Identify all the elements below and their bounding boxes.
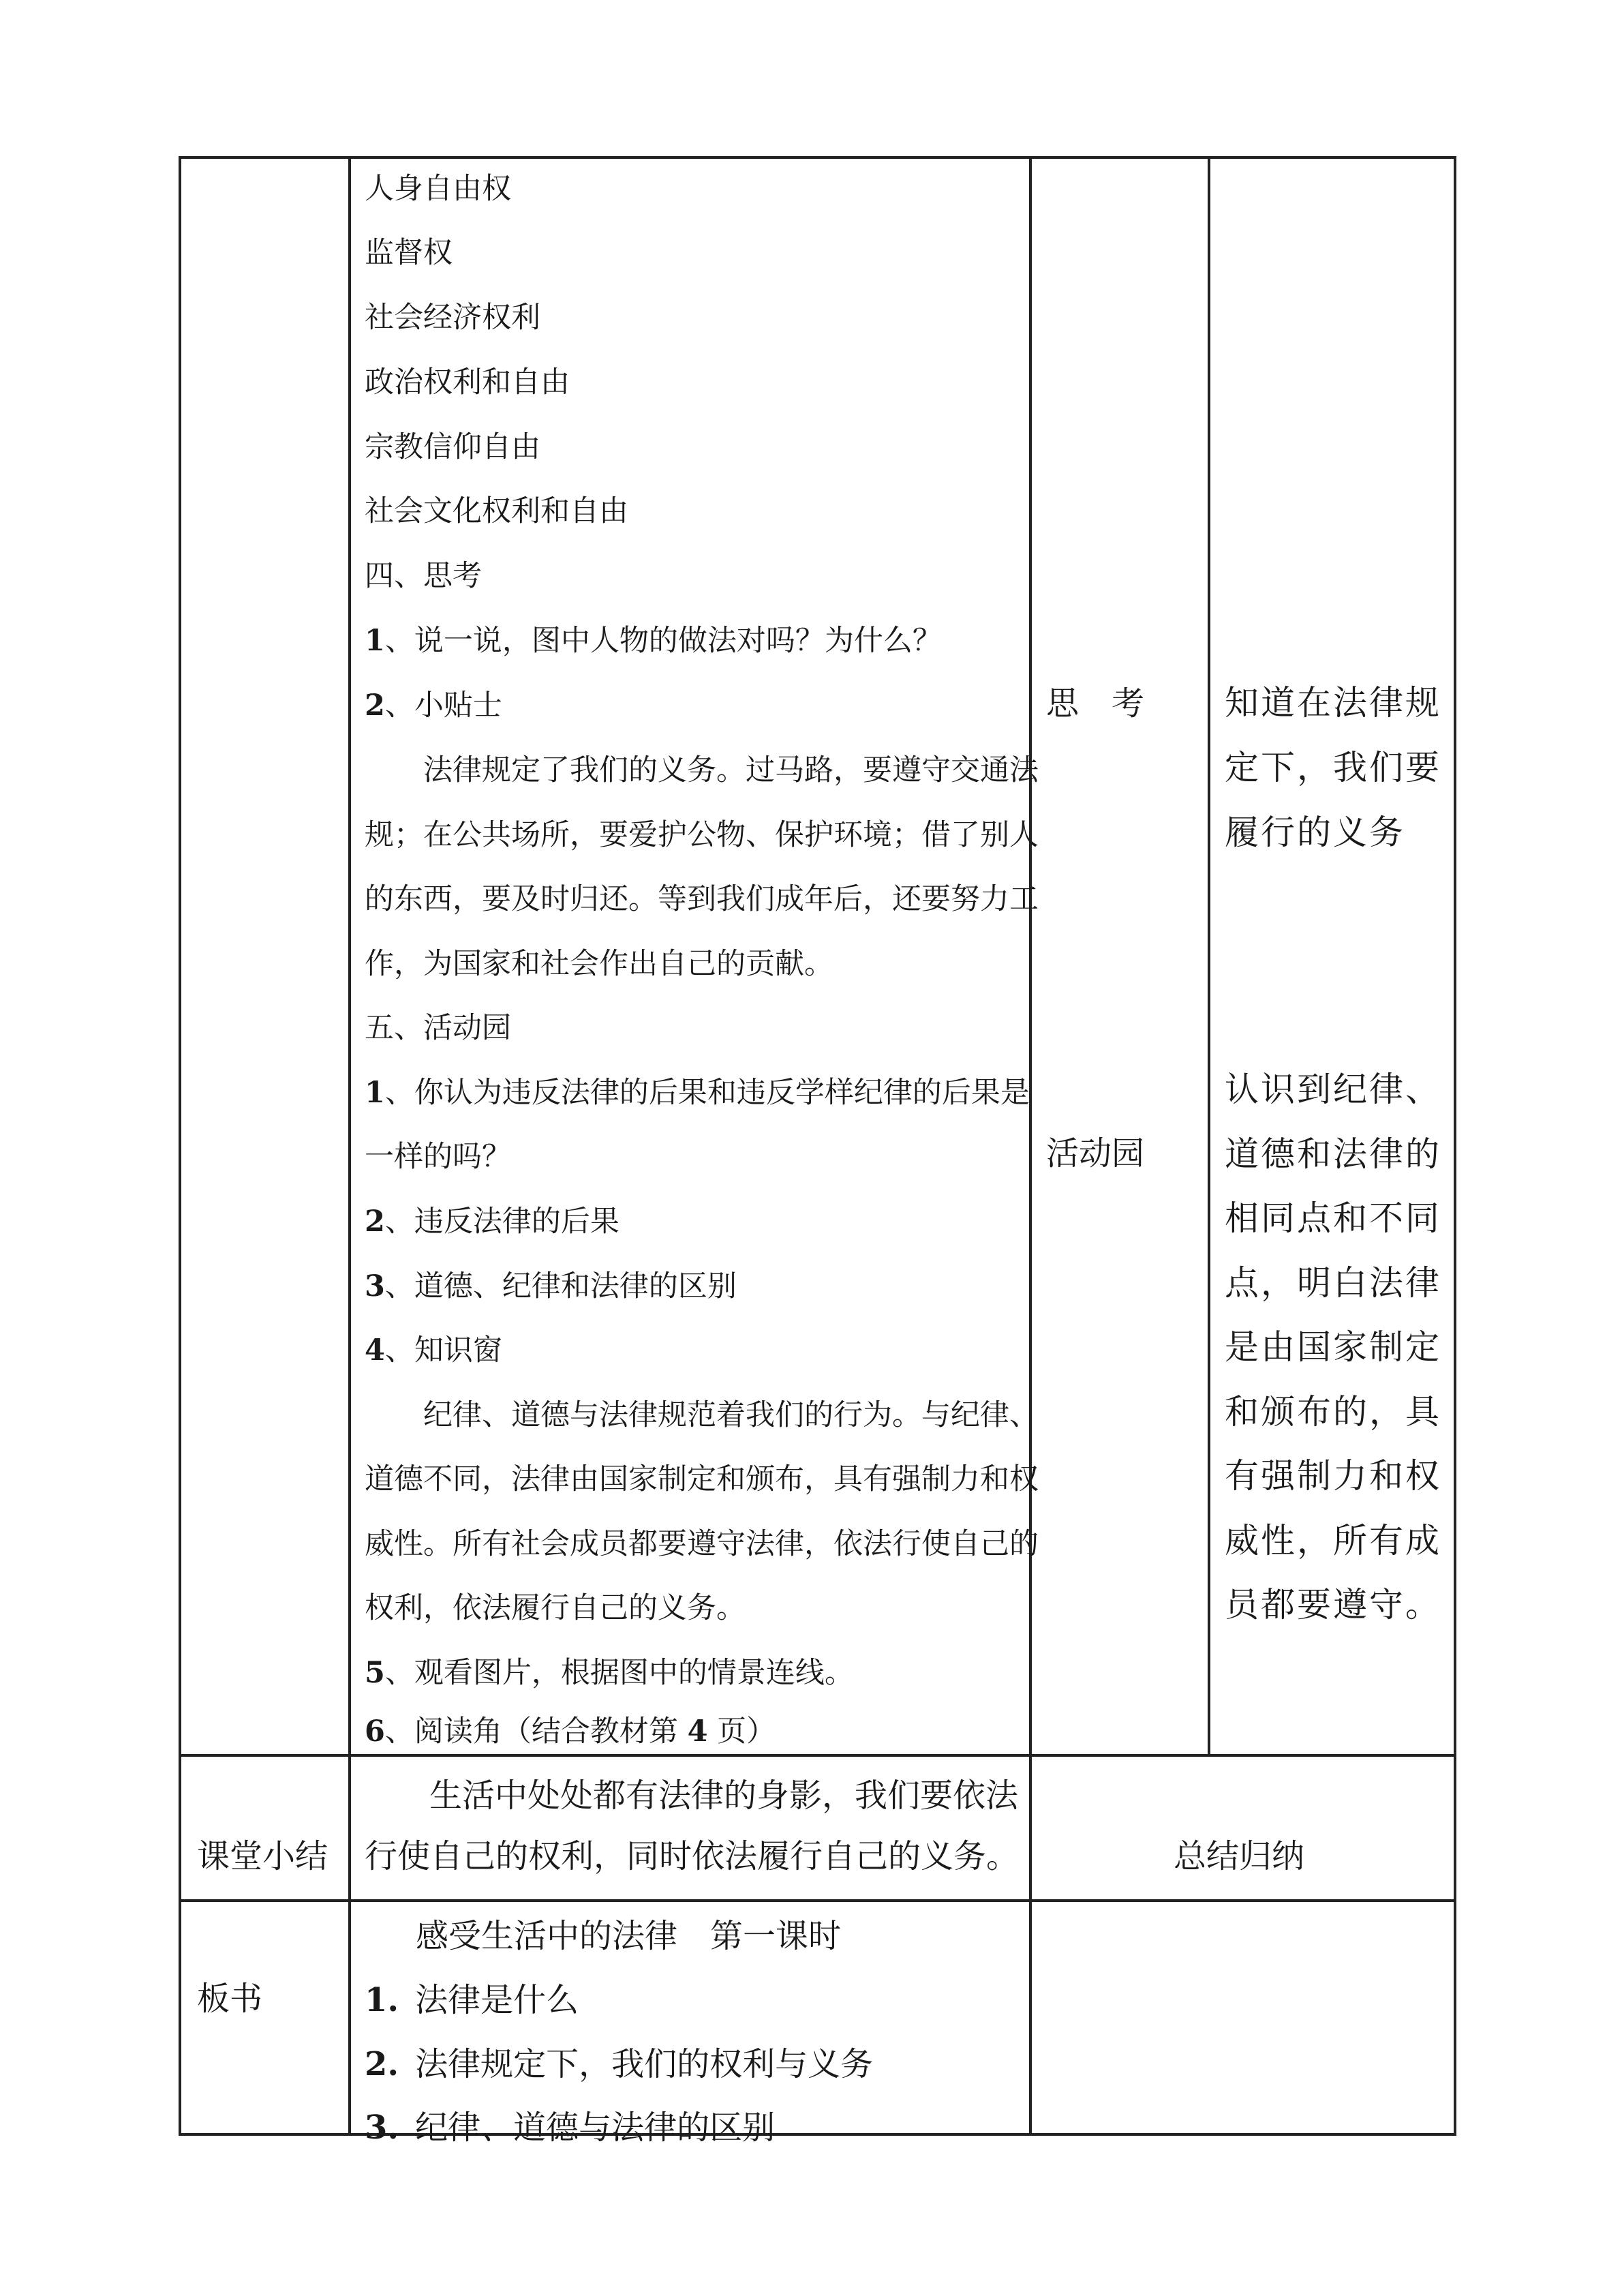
section-5-item xyxy=(365,1652,854,1693)
item-number: 4 xyxy=(365,1333,385,1368)
section-5-title: 五、活动园 xyxy=(365,1011,511,1045)
summary-method: 总结归纳 xyxy=(1174,1837,1305,1875)
item-text: 、你认为违反法律的后果和违反学样纪律的后果是 xyxy=(384,1076,1030,1110)
table-left-border xyxy=(179,156,181,2136)
column-divider-2 xyxy=(1029,156,1032,2136)
row-divider-summary xyxy=(179,1754,1456,1757)
knowledge-paragraph-line: 道德不同，法律由国家制定和颁布，具有强制力和权 xyxy=(365,1462,1039,1496)
item-number: 2. xyxy=(365,2045,399,2083)
goal-2-line: 和颁布的，具 xyxy=(1225,1392,1441,1432)
section-5-item-continuation: 一样的吗？ xyxy=(365,1140,511,1174)
goal-2-line: 员都要遵守。 xyxy=(1225,1585,1441,1625)
rights-item: 社会经济权利 xyxy=(365,301,540,335)
section-5-item xyxy=(365,1072,1030,1113)
item-text: 、道德、纪律和法律的区别 xyxy=(384,1269,737,1303)
board-label: 板书 xyxy=(197,1980,263,2018)
board-item xyxy=(365,2106,775,2149)
row-divider-board xyxy=(179,1899,1456,1902)
item-text: 页） xyxy=(707,1715,776,1749)
goal-2-line: 威性，所有成 xyxy=(1225,1521,1441,1560)
column-divider-3 xyxy=(1208,156,1210,1755)
goal-2-line: 是由国家制定 xyxy=(1225,1327,1441,1367)
item-text: 、小贴士 xyxy=(384,689,502,723)
item-text: 、阅读角（结合教材第 xyxy=(384,1715,688,1749)
goal-2-line: 有强制力和权 xyxy=(1225,1456,1441,1496)
goal-1-line: 履行的义务 xyxy=(1225,813,1405,852)
section-5-item xyxy=(365,1330,502,1371)
summary-text-line: 生活中处处都有法律的身影，我们要依法 xyxy=(429,1777,1019,1815)
rights-item: 人身自由权 xyxy=(365,172,511,206)
goal-2-line: 认识到纪律、 xyxy=(1225,1070,1441,1109)
rights-item: 社会文化权利和自由 xyxy=(365,494,628,528)
goal-2-line: 道德和法律的 xyxy=(1225,1134,1441,1174)
item-text: 法律规定下，我们的权利与义务 xyxy=(415,2045,874,2083)
table-right-border xyxy=(1454,156,1456,2136)
tips-paragraph-line: 作，为国家和社会作出自己的贡献。 xyxy=(365,947,833,981)
page-number: 4 xyxy=(687,1715,708,1749)
section-5-item xyxy=(365,1711,776,1752)
item-number: 1. xyxy=(365,1981,399,2019)
item-text: 纪律、道德与法律的区别 xyxy=(415,2109,776,2147)
summary-text-line: 行使自己的权利，同时依法履行自己的义务。 xyxy=(365,1837,1020,1875)
column-divider-1 xyxy=(348,156,351,2136)
rights-item: 政治权利和自由 xyxy=(365,365,570,399)
goal-2-line: 相同点和不同 xyxy=(1225,1198,1441,1238)
board-item xyxy=(365,1978,579,2022)
board-title: 感受生活中的法律 第一课时 xyxy=(416,1917,842,1955)
item-number: 1 xyxy=(365,1076,385,1110)
item-number: 5 xyxy=(365,1656,385,1690)
section-4-item xyxy=(365,685,502,726)
summary-label: 课堂小结 xyxy=(197,1837,328,1875)
goal-1-line: 知道在法律规 xyxy=(1225,683,1441,723)
board-item xyxy=(365,2042,873,2086)
activity-label-think: 思 考 xyxy=(1046,684,1145,723)
knowledge-paragraph-line: 威性。所有社会成员都要遵守法律，依法行使自己的 xyxy=(365,1527,1039,1561)
section-4-item xyxy=(365,620,942,661)
item-text: 、知识窗 xyxy=(384,1333,502,1368)
item-number: 2 xyxy=(365,689,385,723)
goal-2-line: 点，明白法律 xyxy=(1225,1263,1441,1303)
activity-label-activity: 活动园 xyxy=(1046,1134,1145,1173)
section-5-item xyxy=(365,1201,619,1242)
item-text: 、违反法律的后果 xyxy=(384,1205,619,1239)
rights-item: 监督权 xyxy=(365,236,453,270)
item-number: 3. xyxy=(365,2109,399,2147)
item-number: 6 xyxy=(365,1715,385,1749)
tips-paragraph-line: 规；在公共场所，要爱护公物、保护环境；借了别人 xyxy=(365,818,1039,852)
knowledge-paragraph-line: 权利，依法履行自己的义务。 xyxy=(365,1591,746,1625)
item-number: 2 xyxy=(365,1205,385,1239)
knowledge-paragraph-line: 纪律、道德与法律规范着我们的行为。与纪律、 xyxy=(423,1398,1039,1432)
section-5-item xyxy=(365,1266,737,1307)
item-text: 、说一说，图中人物的做法对吗？为什么？ xyxy=(384,624,942,658)
item-number: 1 xyxy=(365,624,385,658)
rights-item: 宗教信仰自由 xyxy=(365,430,540,464)
table-top-border xyxy=(179,156,1456,159)
section-4-title: 四、思考 xyxy=(365,559,482,593)
tips-paragraph-line: 法律规定了我们的义务。过马路，要遵守交通法 xyxy=(423,753,1039,787)
goal-1-line: 定下，我们要 xyxy=(1225,748,1441,787)
item-text: 、观看图片，根据图中的情景连线。 xyxy=(384,1656,854,1690)
item-number: 3 xyxy=(365,1269,385,1303)
item-text: 法律是什么 xyxy=(415,1981,579,2019)
tips-paragraph-line: 的东西，要及时归还。等到我们成年后，还要努力工 xyxy=(365,882,1039,916)
